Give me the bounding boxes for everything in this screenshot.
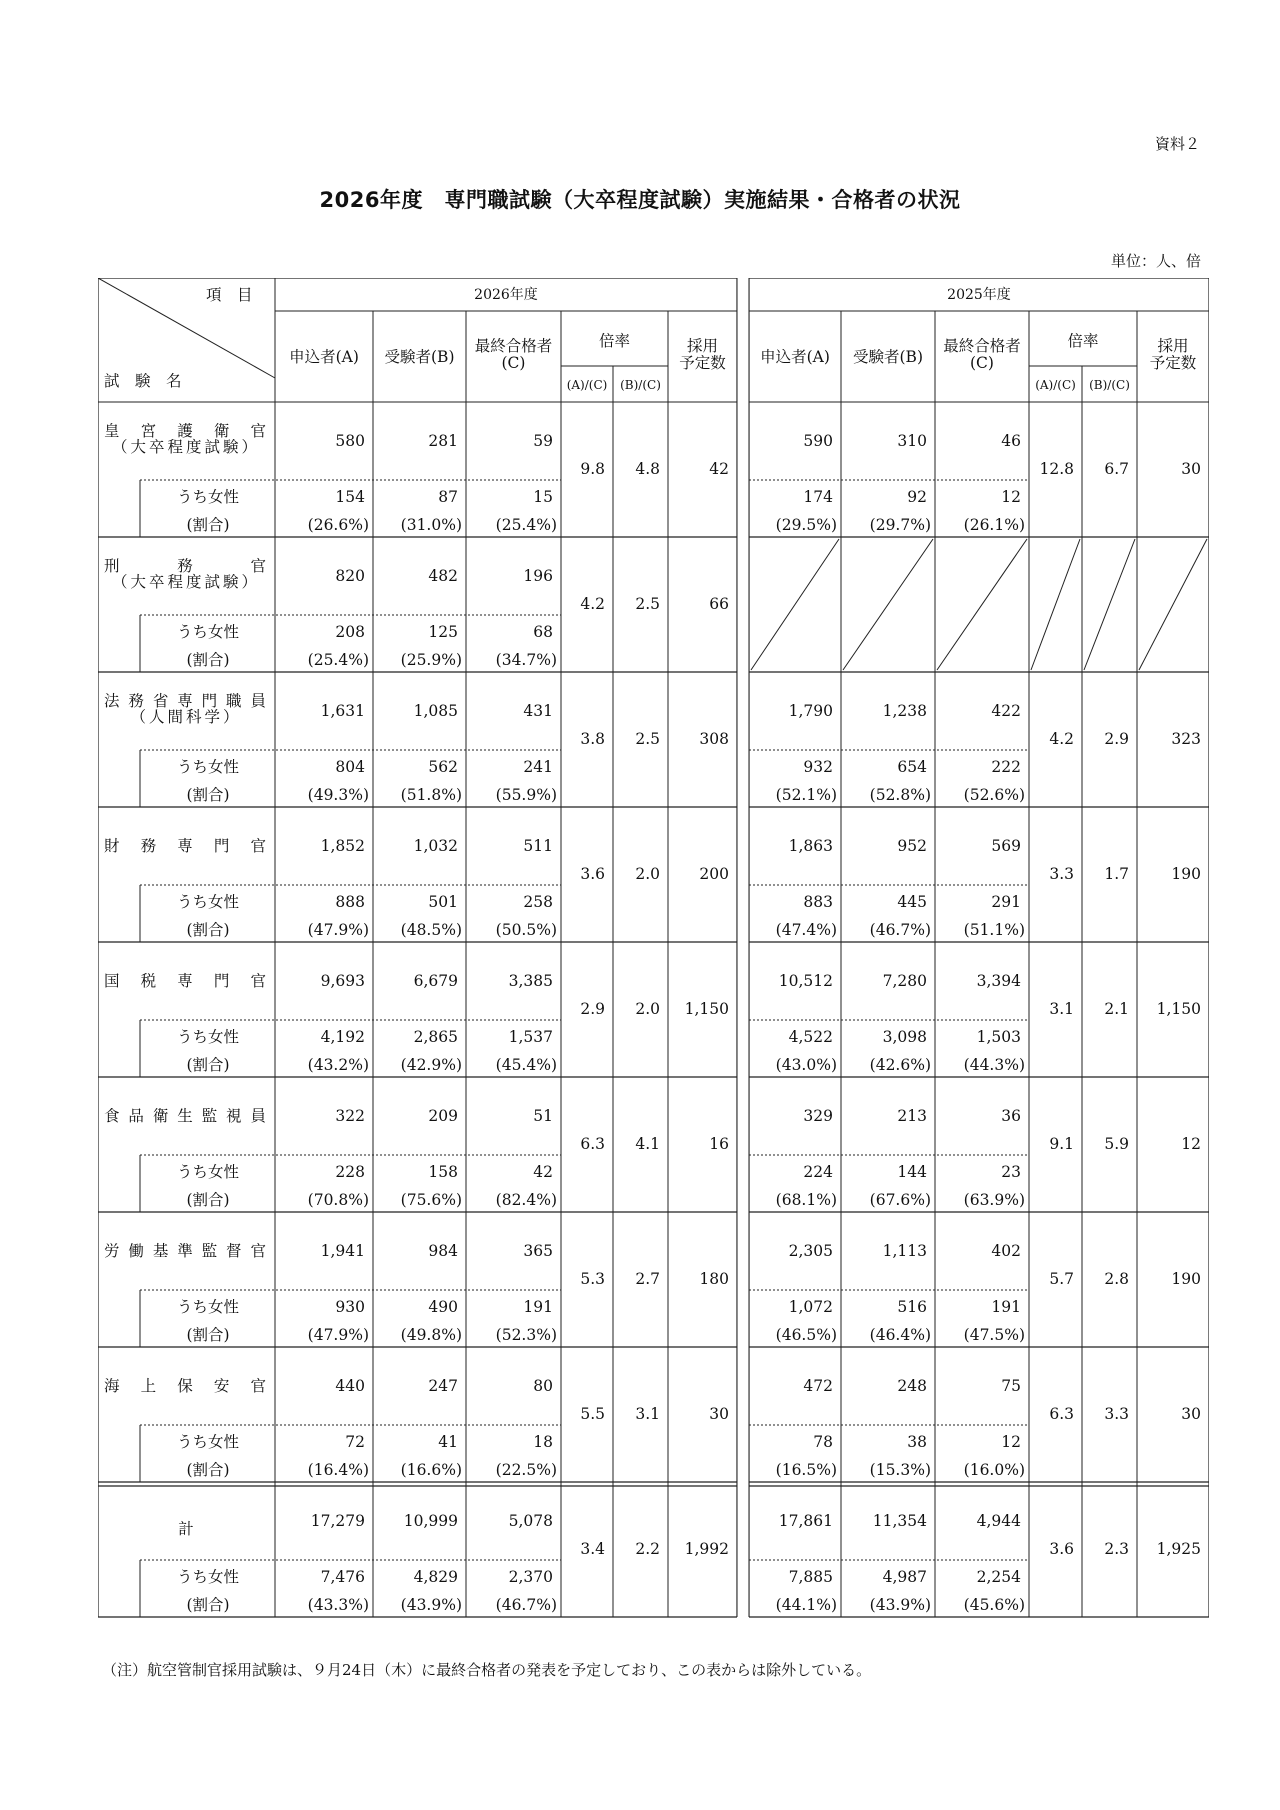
prev-hiring: 323 [1171, 730, 1201, 748]
cur-ratio-bc: 2.0 [635, 1000, 660, 1018]
cur-ratio-bc: 2.5 [635, 595, 660, 613]
cur-col-hiring: 採用 予定数 [679, 337, 726, 373]
prev-women-examinees: 38 [907, 1433, 927, 1451]
prev-women-examinees: 92 [907, 488, 927, 506]
cur-examinees: 209 [428, 1107, 458, 1125]
cur-share-applicants: (43.2%) [307, 1056, 369, 1074]
cur-share-applicants: (25.4%) [307, 651, 369, 669]
grid-line [1139, 539, 1207, 670]
cur-women-applicants: 72 [345, 1433, 365, 1451]
cur-ratio-ac: 4.2 [580, 595, 605, 613]
prev-ratio-bc: 5.9 [1104, 1135, 1129, 1153]
prev-share-passers: (47.5%) [963, 1326, 1025, 1344]
cur-share-passers: (82.4%) [495, 1191, 557, 1209]
cur-share-examinees: (31.0%) [400, 516, 462, 534]
prev-hiring: 12 [1181, 1135, 1201, 1153]
prev-examinees: 213 [897, 1107, 927, 1125]
prev-women-examinees: 3,098 [882, 1028, 927, 1046]
cur-women-examinees: 4,829 [413, 1568, 458, 1586]
prev-col-hiring: 採用 予定数 [1149, 337, 1197, 373]
prev-applicants: 10,512 [778, 972, 833, 990]
prev-ratio-bc: 2.3 [1104, 1540, 1129, 1558]
cur-ratio-bc: 2.0 [635, 865, 660, 883]
prev-ratio-ac: 9.1 [1049, 1135, 1074, 1153]
cur-col-ratio: 倍率 [598, 332, 631, 350]
prev-applicants: 329 [803, 1107, 833, 1125]
cur-applicants: 1,631 [320, 702, 365, 720]
cur-share-examinees: (51.8%) [400, 786, 462, 804]
prev-share-passers: (52.6%) [963, 786, 1025, 804]
cur-ratio-ac: 3.8 [580, 730, 605, 748]
grid-line [751, 539, 839, 670]
prev-passers: 3,394 [976, 972, 1021, 990]
cur-share-passers: (45.4%) [495, 1056, 557, 1074]
cur-hiring: 308 [699, 730, 729, 748]
cur-share-passers: (52.3%) [495, 1326, 557, 1344]
cur-women-examinees: 125 [428, 623, 458, 641]
cur-women-applicants: 154 [335, 488, 365, 506]
women-label: うち女性 [176, 1028, 240, 1046]
cur-applicants: 820 [335, 567, 365, 585]
prev-women-passers: 222 [991, 758, 1021, 776]
cur-share-applicants: (49.3%) [307, 786, 369, 804]
share-label: (割合) [186, 1596, 230, 1614]
cur-share-examinees: (49.8%) [400, 1326, 462, 1344]
cur-share-examinees: (75.6%) [400, 1191, 462, 1209]
cur-passers: 3,385 [508, 972, 553, 990]
cur-share-passers: (25.4%) [495, 516, 557, 534]
cur-applicants: 440 [335, 1377, 365, 1395]
cur-share-examinees: (48.5%) [400, 921, 462, 939]
unit-label: 単位：人、倍 [1110, 252, 1201, 270]
page-title: 2026年度 専門職試験（大卒程度試験）実施結果・合格者の状況 [319, 188, 961, 212]
cur-passers: 431 [523, 702, 553, 720]
prev-hiring: 1,925 [1156, 1540, 1201, 1558]
cur-women-passers: 241 [523, 758, 553, 776]
prev-women-passers: 2,254 [976, 1568, 1021, 1586]
prev-ratio-ac: 3.6 [1049, 1540, 1074, 1558]
prev-examinees: 1,238 [882, 702, 927, 720]
cur-women-applicants: 208 [335, 623, 365, 641]
prev-examinees: 7,280 [882, 972, 927, 990]
cur-women-applicants: 930 [335, 1298, 365, 1316]
prev-passers: 36 [1001, 1107, 1021, 1125]
prev-passers: 4,944 [976, 1512, 1021, 1530]
cur-share-examinees: (42.9%) [400, 1056, 462, 1074]
share-label: (割合) [186, 1056, 230, 1074]
prev-women-passers: 191 [991, 1298, 1021, 1316]
prev-col-ratio-bc: (B)/(C) [1089, 378, 1130, 392]
exam-name: 皇 宮 護 衛 官 [104, 422, 266, 440]
prev-applicants: 590 [803, 432, 833, 450]
cur-passers: 51 [533, 1107, 553, 1125]
grid-line [843, 539, 933, 670]
cur-women-passers: 258 [523, 893, 553, 911]
prev-ratio-bc: 2.9 [1104, 730, 1129, 748]
cur-passers: 59 [533, 432, 553, 450]
prev-share-applicants: (43.0%) [775, 1056, 837, 1074]
prev-women-applicants: 224 [803, 1163, 833, 1181]
cur-examinees: 281 [428, 432, 458, 450]
cur-women-passers: 68 [533, 623, 553, 641]
footnote: （注）航空管制官採用試験は、９月24日（木）に最終合格者の発表を予定しており、この表からは除外している。 [102, 1661, 872, 1679]
cur-women-examinees: 501 [428, 893, 458, 911]
share-label: (割合) [186, 921, 230, 939]
exam-subname: （人間科学） [130, 708, 242, 726]
prev-ratio-bc: 2.8 [1104, 1270, 1129, 1288]
cur-share-examinees: (25.9%) [400, 651, 462, 669]
corner-name-label: 試 験 名 [104, 372, 182, 390]
cur-hiring: 1,992 [684, 1540, 729, 1558]
prev-women-examinees: 4,987 [882, 1568, 927, 1586]
prev-share-applicants: (16.5%) [775, 1461, 837, 1479]
prev-ratio-ac: 5.7 [1049, 1270, 1074, 1288]
total-label: 計 [178, 1520, 194, 1538]
cur-passers: 365 [523, 1242, 553, 1260]
year-gap [738, 278, 749, 1619]
prev-ratio-bc: 1.7 [1104, 865, 1129, 883]
cur-col-applicants: 申込者(A) [289, 348, 359, 366]
exam-subname: （大卒程度試験） [111, 573, 261, 591]
table-grid [98, 278, 1209, 1634]
women-label: うち女性 [176, 758, 240, 776]
cur-women-examinees: 2,865 [413, 1028, 458, 1046]
exam-name: 国 税 専 門 官 [104, 972, 266, 990]
prev-hiring: 190 [1171, 865, 1201, 883]
share-label: (割合) [186, 1326, 230, 1344]
cur-examinees: 10,999 [403, 1512, 458, 1530]
prev-ratio-ac: 3.3 [1049, 865, 1074, 883]
share-label: (割合) [186, 1191, 230, 1209]
cur-women-passers: 18 [533, 1433, 553, 1451]
cur-ratio-ac: 3.4 [580, 1540, 605, 1558]
prev-share-examinees: (29.7%) [869, 516, 931, 534]
cur-share-applicants: (70.8%) [307, 1191, 369, 1209]
cur-women-applicants: 4,192 [320, 1028, 365, 1046]
prev-passers: 75 [1001, 1377, 1021, 1395]
prev-ratio-bc: 3.3 [1104, 1405, 1129, 1423]
prev-share-examinees: (46.7%) [869, 921, 931, 939]
prev-col-examinees: 受験者(B) [853, 348, 923, 366]
cur-applicants: 1,941 [320, 1242, 365, 1260]
document-ref: 資料２ [1154, 135, 1200, 153]
cur-ratio-bc: 2.2 [635, 1540, 660, 1558]
cur-ratio-bc: 2.7 [635, 1270, 660, 1288]
year-current: 2026年度 [474, 287, 538, 303]
prev-col-ratio: 倍率 [1067, 332, 1099, 350]
cur-col-ratio-bc: (B)/(C) [620, 378, 661, 392]
prev-share-applicants: (52.1%) [775, 786, 837, 804]
prev-share-applicants: (29.5%) [775, 516, 837, 534]
exam-name: 労 働 基 準 監 督 官 [104, 1242, 266, 1260]
share-label: (割合) [186, 516, 230, 534]
prev-women-applicants: 174 [803, 488, 833, 506]
cur-share-passers: (34.7%) [495, 651, 557, 669]
cur-women-passers: 42 [533, 1163, 553, 1181]
cur-ratio-bc: 2.5 [635, 730, 660, 748]
prev-women-applicants: 7,885 [788, 1568, 833, 1586]
cur-share-passers: (22.5%) [495, 1461, 557, 1479]
grid-line [1084, 539, 1135, 670]
prev-share-examinees: (46.4%) [869, 1326, 931, 1344]
prev-examinees: 248 [897, 1377, 927, 1395]
share-label: (割合) [186, 786, 230, 804]
prev-women-examinees: 144 [897, 1163, 927, 1181]
cur-hiring: 66 [709, 595, 729, 613]
prev-passers: 402 [991, 1242, 1021, 1260]
corner-item-label: 項 目 [206, 286, 253, 304]
grid-line [1031, 539, 1080, 670]
prev-examinees: 1,113 [882, 1242, 927, 1260]
prev-passers: 569 [991, 837, 1021, 855]
prev-hiring: 30 [1181, 1405, 1201, 1423]
prev-col-passers: 最終合格者 (C) [943, 337, 1021, 373]
prev-share-passers: (63.9%) [963, 1191, 1025, 1209]
cur-col-examinees: 受験者(B) [384, 348, 455, 366]
cur-share-applicants: (26.6%) [307, 516, 369, 534]
cur-ratio-bc: 3.1 [635, 1405, 660, 1423]
cur-hiring: 180 [699, 1270, 729, 1288]
year-previous: 2025年度 [947, 287, 1011, 303]
prev-women-passers: 12 [1001, 488, 1021, 506]
prev-ratio-ac: 6.3 [1049, 1405, 1074, 1423]
prev-women-applicants: 932 [803, 758, 833, 776]
exam-name: 海 上 保 安 官 [104, 1377, 266, 1395]
prev-share-applicants: (47.4%) [775, 921, 837, 939]
cur-col-ratio-ac: (A)/(C) [566, 378, 608, 392]
cur-applicants: 1,852 [320, 837, 365, 855]
cur-examinees: 482 [428, 567, 458, 585]
cur-women-applicants: 7,476 [320, 1568, 365, 1586]
cur-women-examinees: 41 [438, 1433, 458, 1451]
prev-ratio-ac: 12.8 [1039, 460, 1074, 478]
prev-examinees: 11,354 [872, 1512, 927, 1530]
prev-women-examinees: 445 [897, 893, 927, 911]
cur-hiring: 1,150 [684, 1000, 729, 1018]
prev-share-applicants: (46.5%) [775, 1326, 837, 1344]
prev-applicants: 472 [803, 1377, 833, 1395]
prev-women-applicants: 4,522 [788, 1028, 833, 1046]
prev-share-passers: (16.0%) [963, 1461, 1025, 1479]
cur-ratio-ac: 9.8 [580, 460, 605, 478]
women-label: うち女性 [176, 488, 240, 506]
cur-women-examinees: 87 [438, 488, 458, 506]
cur-women-applicants: 804 [335, 758, 365, 776]
cur-examinees: 1,032 [413, 837, 458, 855]
cur-applicants: 322 [335, 1107, 365, 1125]
women-label: うち女性 [176, 893, 240, 911]
cur-ratio-ac: 2.9 [580, 1000, 605, 1018]
cur-share-applicants: (16.4%) [307, 1461, 369, 1479]
exam-name: 刑 務 官 [104, 557, 266, 575]
cur-share-examinees: (43.9%) [400, 1596, 462, 1614]
women-label: うち女性 [176, 1163, 240, 1181]
women-label: うち女性 [176, 1433, 240, 1451]
exam-name: 法 務 省 専 門 職 員 [104, 692, 266, 710]
cur-examinees: 984 [428, 1242, 458, 1260]
cur-hiring: 200 [699, 865, 729, 883]
prev-hiring: 1,150 [1156, 1000, 1201, 1018]
cur-passers: 80 [533, 1377, 553, 1395]
prev-share-examinees: (15.3%) [869, 1461, 931, 1479]
women-label: うち女性 [176, 623, 240, 641]
cur-women-passers: 1,537 [508, 1028, 553, 1046]
cur-women-passers: 191 [523, 1298, 553, 1316]
cur-examinees: 6,679 [413, 972, 458, 990]
cur-share-passers: (46.7%) [495, 1596, 557, 1614]
cur-share-examinees: (16.6%) [400, 1461, 462, 1479]
prev-share-passers: (45.6%) [963, 1596, 1025, 1614]
prev-women-passers: 1,503 [976, 1028, 1021, 1046]
prev-ratio-bc: 6.7 [1104, 460, 1129, 478]
share-label: (割合) [186, 651, 230, 669]
cur-examinees: 247 [428, 1377, 458, 1395]
prev-hiring: 190 [1171, 1270, 1201, 1288]
prev-applicants: 1,790 [788, 702, 833, 720]
cur-ratio-ac: 5.5 [580, 1405, 605, 1423]
cur-women-applicants: 888 [335, 893, 365, 911]
cur-share-applicants: (47.9%) [307, 1326, 369, 1344]
prev-share-examinees: (52.8%) [869, 786, 931, 804]
exam-name: 財 務 専 門 官 [104, 837, 266, 855]
cur-passers: 196 [523, 567, 553, 585]
prev-women-examinees: 654 [897, 758, 927, 776]
cur-passers: 5,078 [508, 1512, 553, 1530]
cur-applicants: 580 [335, 432, 365, 450]
cur-share-applicants: (47.9%) [307, 921, 369, 939]
cur-ratio-bc: 4.8 [635, 460, 660, 478]
prev-applicants: 2,305 [788, 1242, 833, 1260]
prev-passers: 422 [991, 702, 1021, 720]
prev-hiring: 30 [1181, 460, 1201, 478]
prev-share-passers: (26.1%) [963, 516, 1025, 534]
cur-women-passers: 2,370 [508, 1568, 553, 1586]
prev-col-applicants: 申込者(A) [760, 348, 830, 366]
cur-share-applicants: (43.3%) [307, 1596, 369, 1614]
prev-share-passers: (51.1%) [963, 921, 1025, 939]
prev-passers: 46 [1001, 432, 1021, 450]
prev-applicants: 17,861 [778, 1512, 833, 1530]
cur-share-passers: (50.5%) [495, 921, 557, 939]
prev-applicants: 1,863 [788, 837, 833, 855]
prev-share-examinees: (43.9%) [869, 1596, 931, 1614]
prev-share-examinees: (67.6%) [869, 1191, 931, 1209]
prev-share-applicants: (68.1%) [775, 1191, 837, 1209]
cur-women-examinees: 158 [428, 1163, 458, 1181]
women-label: うち女性 [176, 1298, 240, 1316]
share-label: (割合) [186, 1461, 230, 1479]
prev-examinees: 310 [897, 432, 927, 450]
women-label: うち女性 [176, 1568, 240, 1586]
prev-ratio-ac: 4.2 [1049, 730, 1074, 748]
exam-subname: （大卒程度試験） [111, 438, 261, 456]
prev-share-examinees: (42.6%) [869, 1056, 931, 1074]
cur-hiring: 42 [709, 460, 729, 478]
prev-women-passers: 23 [1001, 1163, 1021, 1181]
cur-hiring: 16 [709, 1135, 729, 1153]
cur-women-examinees: 562 [428, 758, 458, 776]
prev-women-applicants: 1,072 [788, 1298, 833, 1316]
prev-women-passers: 291 [991, 893, 1021, 911]
cur-women-applicants: 228 [335, 1163, 365, 1181]
results-table [98, 278, 1209, 1634]
prev-share-applicants: (44.1%) [775, 1596, 837, 1614]
prev-ratio-bc: 2.1 [1104, 1000, 1129, 1018]
exam-name: 食 品 衛 生 監 視 員 [104, 1107, 266, 1125]
prev-share-passers: (44.3%) [963, 1056, 1025, 1074]
prev-women-applicants: 78 [813, 1433, 833, 1451]
cur-women-passers: 15 [533, 488, 553, 506]
cur-ratio-ac: 5.3 [580, 1270, 605, 1288]
cur-examinees: 1,085 [413, 702, 458, 720]
cur-share-passers: (55.9%) [495, 786, 557, 804]
prev-women-passers: 12 [1001, 1433, 1021, 1451]
cur-col-passers: 最終合格者 (C) [474, 337, 553, 373]
prev-ratio-ac: 3.1 [1049, 1000, 1074, 1018]
cur-applicants: 9,693 [320, 972, 365, 990]
prev-women-examinees: 516 [897, 1298, 927, 1316]
cur-ratio-ac: 3.6 [580, 865, 605, 883]
prev-examinees: 952 [897, 837, 927, 855]
cur-passers: 511 [523, 837, 553, 855]
prev-col-ratio-ac: (A)/(C) [1035, 378, 1076, 392]
cur-ratio-bc: 4.1 [635, 1135, 660, 1153]
cur-applicants: 17,279 [310, 1512, 365, 1530]
prev-women-applicants: 883 [803, 893, 833, 911]
grid-line [937, 539, 1027, 670]
cur-ratio-ac: 6.3 [580, 1135, 605, 1153]
cur-hiring: 30 [709, 1405, 729, 1423]
cur-women-examinees: 490 [428, 1298, 458, 1316]
